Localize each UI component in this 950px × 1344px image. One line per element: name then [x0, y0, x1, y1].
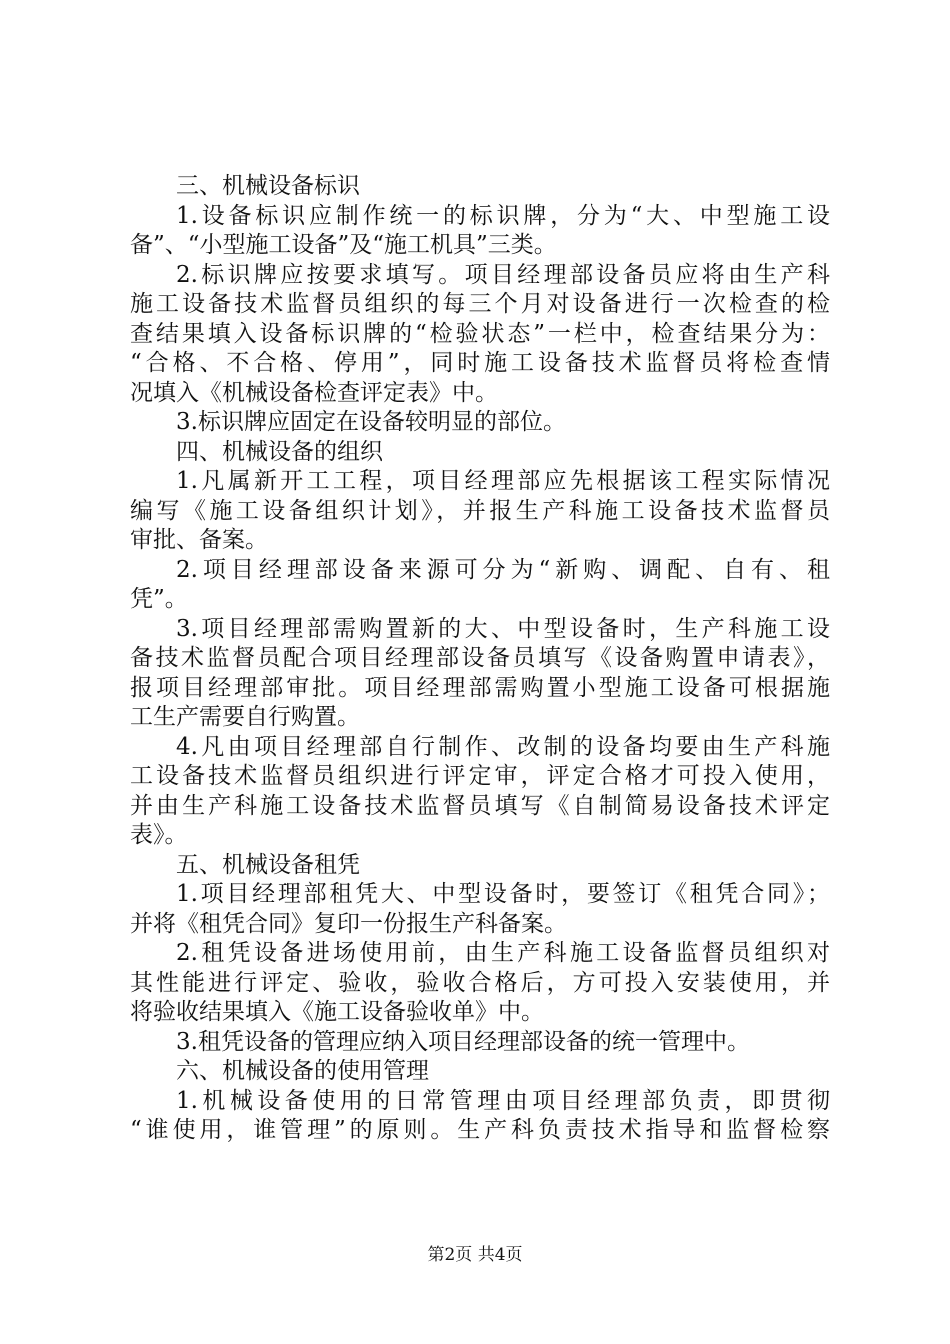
paragraph-line: “合格、不合格、停用”，同时施工设备技术监督员将检查情 [130, 350, 830, 376]
paragraph-line: 2.标识牌应按要求填写。项目经理部设备员应将由生产科 [176, 261, 830, 288]
section-heading: 三、机械设备标识 [176, 173, 360, 199]
paragraph-line: 表》。 [130, 822, 188, 848]
paragraph-line: 并由生产科施工设备技术监督员填写《自制简易设备技术评定 [130, 792, 830, 819]
paragraph-line: 并将《租凭合同》复印一份报生产科备案。 [130, 910, 567, 937]
paragraph-line: “谁使用，谁管理”的原则。生产科负责技术指导和监督检察 [130, 1117, 830, 1143]
page-number-footer: 第2页 共4页 [427, 1245, 523, 1265]
paragraph-line: 1.设备标识应制作统一的标识牌，分为“大、中型施工设 [176, 202, 830, 229]
paragraph-line: 备”、“小型施工设备”及“施工机具”三类。 [130, 232, 557, 258]
paragraph-line: 其性能进行评定、验收，验收合格后，方可投入安装使用，并 [130, 969, 830, 996]
paragraph-line: 审批、备案。 [130, 527, 268, 553]
paragraph-line: 将验收结果填入《施工设备验收单》中。 [130, 999, 544, 1025]
paragraph-line: 工生产需要自行购置。 [130, 704, 360, 730]
paragraph-line: 编写《施工设备组织计划》，并报生产科施工设备技术监督员 [130, 497, 830, 524]
paragraph-line: 工设备技术监督员组织进行评定审，评定合格才可投入使用， [130, 763, 830, 789]
paragraph-line: 2.项目经理部设备来源可分为“新购、调配、自有、租 [176, 556, 830, 583]
paragraph-line: 施工设备技术监督员组织的每三个月对设备进行一次检查的检 [130, 291, 830, 317]
paragraph-line: 3.项目经理部需购置新的大、中型设备时，生产科施工设 [176, 615, 830, 642]
paragraph-line: 2.租凭设备进场使用前，由生产科施工设备监督员组织对 [176, 940, 830, 966]
paragraph-line: 况填入《机械设备检查评定表》中。 [130, 379, 498, 406]
paragraph-line: 3.租凭设备的管理应纳入项目经理部设备的统一管理中。 [176, 1028, 750, 1055]
document-body [130, 172, 830, 1146]
paragraph-line: 备技术监督员配合项目经理部设备员填写《设备购置申请表》， [130, 645, 830, 671]
paragraph-line: 1.凡属新开工工程，项目经理部应先根据该工程实际情况 [176, 468, 830, 494]
paragraph-line: 1.项目经理部租凭大、中型设备时，要签订《租凭合同》； [176, 881, 830, 907]
paragraph-line: 查结果填入设备标识牌的“检验状态”一栏中，检查结果分为： [130, 320, 830, 347]
section-heading: 五、机械设备租凭 [176, 851, 360, 878]
section-heading: 六、机械设备的使用管理 [176, 1058, 429, 1084]
paragraph-line: 4.凡由项目经理部自行制作、改制的设备均要由生产科施 [176, 733, 830, 760]
paragraph-line: 报项目经理部审批。项目经理部需购置小型施工设备可根据施 [130, 674, 830, 701]
paragraph-line: 3.标识牌应固定在设备较明显的部位。 [176, 409, 566, 435]
paragraph-line: 凭”。 [130, 586, 188, 612]
paragraph-line: 1.机械设备使用的日常管理由项目经理部负责，即贯彻 [176, 1087, 830, 1114]
section-heading: 四、机械设备的组织 [176, 438, 383, 465]
